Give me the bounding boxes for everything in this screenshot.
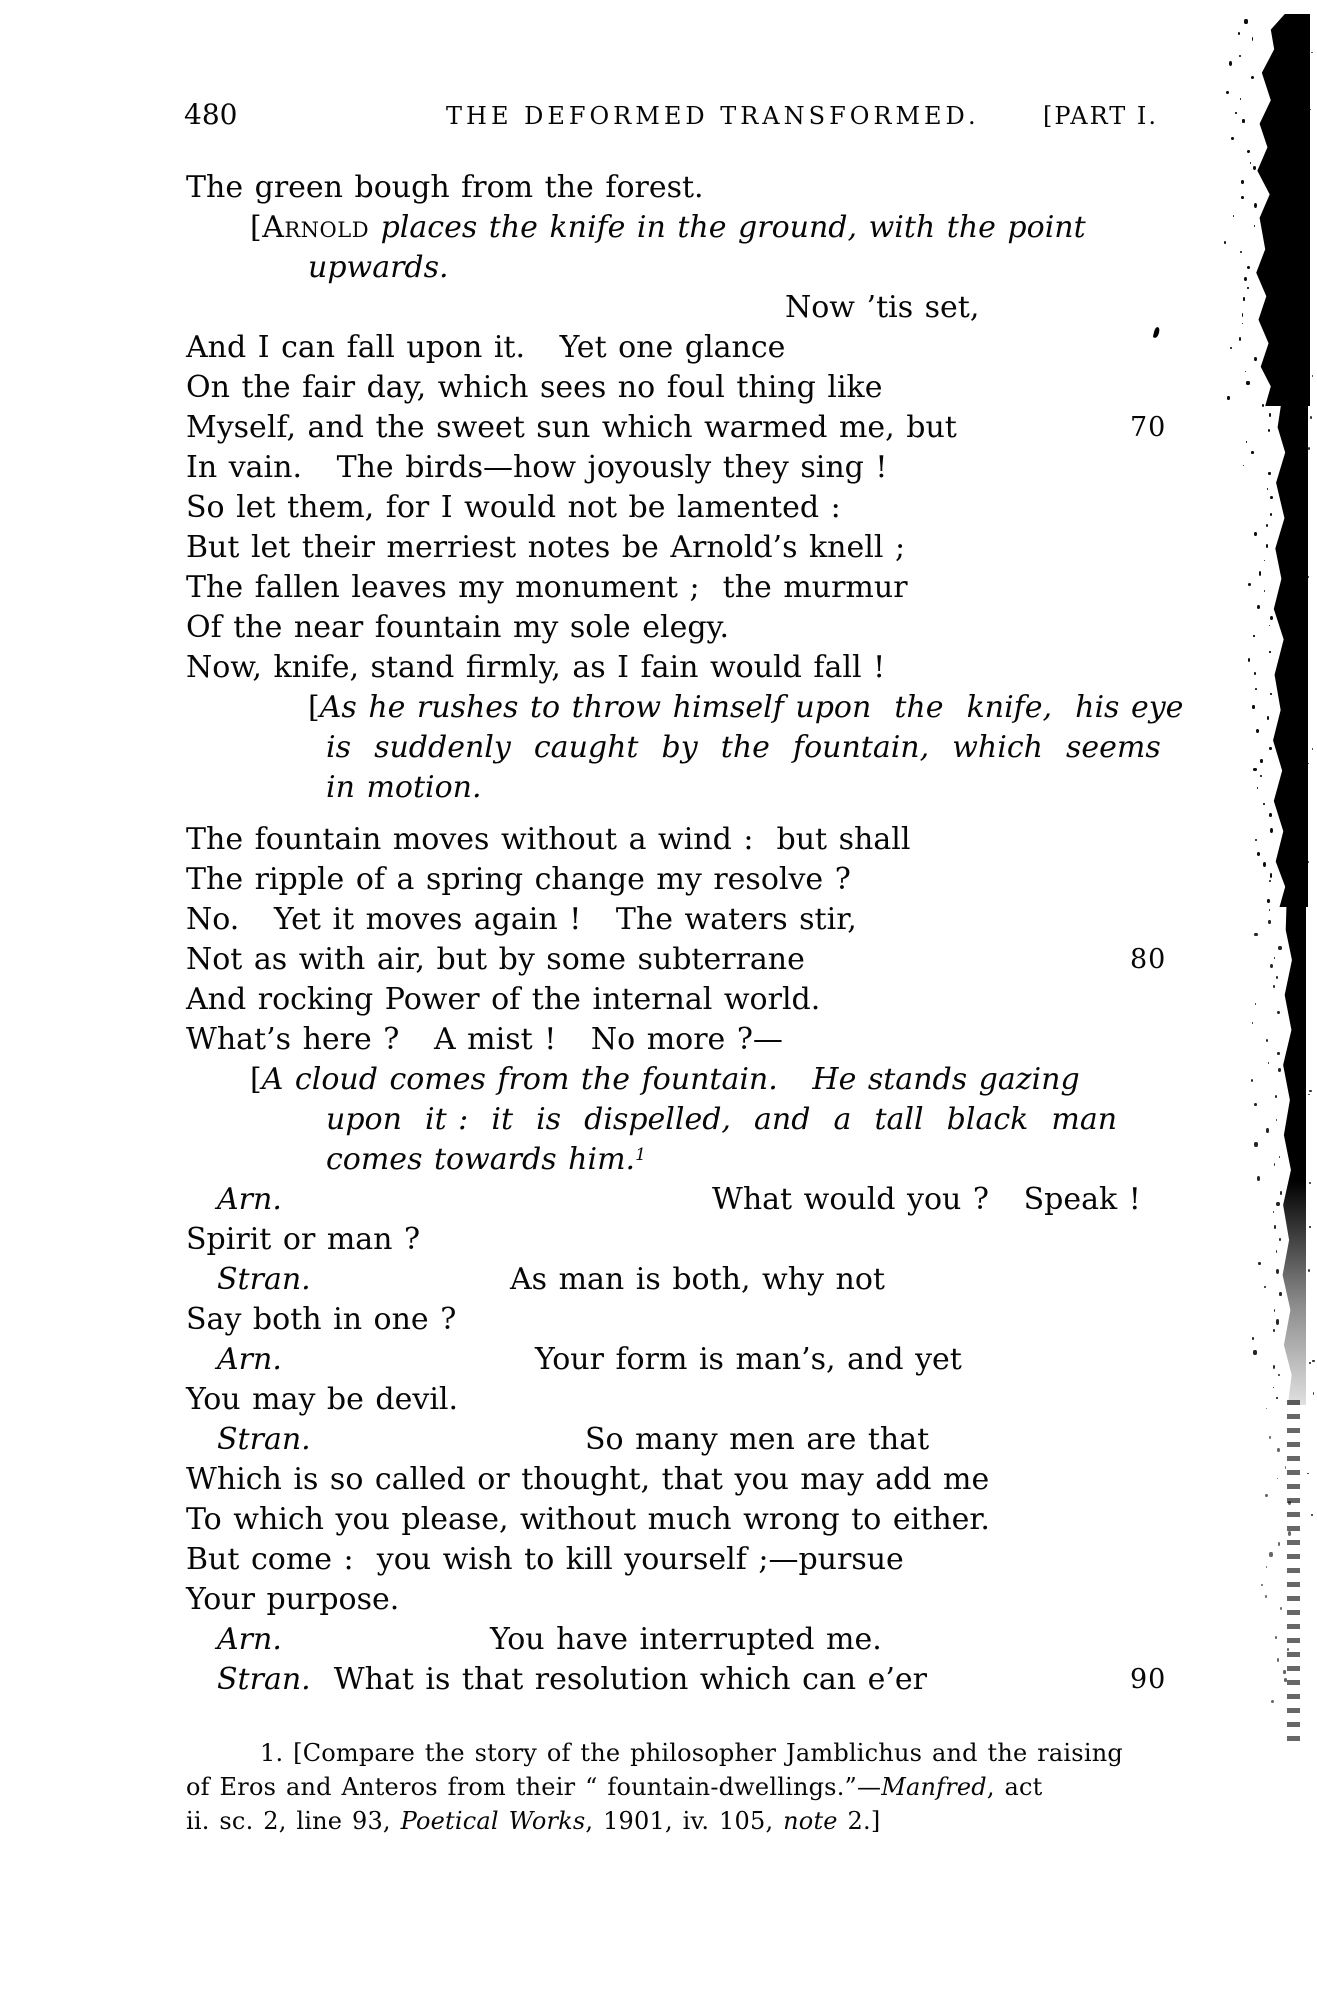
scan-speck [1254, 933, 1257, 937]
scan-speck [1260, 775, 1262, 777]
line-number: 90 [1130, 1664, 1167, 1695]
scan-speck [1273, 1329, 1275, 1332]
scan-speck [1231, 137, 1234, 141]
scan-speck [1253, 635, 1254, 637]
text-line: What’s here ? A mist ! No more ?— [186, 1022, 783, 1057]
speech-text: As man is both, why not [510, 1262, 885, 1297]
text-line: Your purpose. [186, 1582, 400, 1617]
scan-speck [1254, 532, 1257, 536]
scan-speck [1309, 1226, 1310, 1228]
scan-speck [1309, 1182, 1311, 1184]
scan-speck [1309, 1090, 1311, 1093]
scan-speck [1312, 375, 1313, 377]
scan-speck [1253, 768, 1256, 772]
scan-speck [1247, 266, 1250, 269]
scan-speck [1276, 1202, 1279, 1206]
scan-speck [1267, 716, 1269, 720]
footnote-line: ii. sc. 2, line 93, Poetical Works, 1901, iv. 105, note 2.] [186, 1807, 881, 1835]
scan-speck [1245, 371, 1246, 372]
scan-speck [1279, 1292, 1282, 1296]
scan-speck [1274, 1163, 1275, 1166]
scan-speck [1240, 98, 1241, 100]
scan-speck [1277, 1658, 1279, 1661]
scan-speck [1250, 162, 1251, 164]
scan-speck [1312, 748, 1313, 750]
text-block [186, 168, 1206, 1700]
text-line: The fountain moves without a wind : but shall [186, 822, 911, 857]
scan-speck [1283, 1670, 1286, 1673]
scan-speck [1257, 605, 1260, 610]
scan-speck [1269, 813, 1272, 817]
text-line: [A cloud comes from the fountain. He stands gazing [250, 1062, 1080, 1097]
scan-speck [1273, 1211, 1274, 1213]
scan-speck [1270, 873, 1273, 878]
scan-speck [1310, 109, 1311, 110]
scan-speck [1308, 1094, 1310, 1095]
scan-speck [1266, 1039, 1268, 1042]
scan-speck [1266, 1408, 1267, 1409]
scan-speck [1277, 1478, 1278, 1479]
scan-speck [1258, 1262, 1261, 1265]
scan-speck [1270, 513, 1273, 516]
text-line: upwards. [308, 250, 449, 285]
scan-speck [1254, 203, 1257, 208]
scan-speck [1227, 396, 1230, 400]
text-line: But come : you wish to kill yourself ;—pursue [186, 1542, 904, 1577]
scan-speck [1262, 404, 1264, 407]
text-line: But let their merriest notes be Arnold’s knell ; [186, 530, 906, 565]
scan-speck [1264, 590, 1265, 592]
scan-speck [1242, 119, 1244, 123]
scan-speck [1254, 1142, 1258, 1147]
text-line: Stran. What is that resolution which can e’er 90 [186, 1660, 1206, 1700]
scan-speck [1276, 1319, 1280, 1324]
scan-speck [1278, 1374, 1280, 1376]
text-line: Which is so called or thought, that you may add me [186, 1462, 990, 1497]
scan-speck [1265, 1595, 1267, 1598]
text-line: is suddenly caught by the fountain, which seems [326, 730, 1161, 765]
scan-speck [1276, 1397, 1278, 1399]
scan-speck [1259, 571, 1261, 575]
speech-text: So many men are that [585, 1422, 930, 1457]
page-number: 480 [184, 98, 238, 131]
scan-speck [1241, 180, 1244, 184]
scan-speck [1266, 544, 1269, 548]
scan-speck [1267, 899, 1270, 903]
scan-speck [1269, 909, 1271, 911]
part-label: [PART I. [1043, 102, 1159, 130]
scan-speck [1238, 32, 1240, 35]
scan-speck [1235, 112, 1237, 115]
text-line: To which you please, without much wrong to either. [186, 1502, 990, 1537]
scan-artifact-band [1280, 905, 1306, 1405]
scan-speck [1278, 1068, 1281, 1073]
text-line: The ripple of a spring change my resolve ? [186, 862, 851, 897]
scan-speck [1239, 337, 1241, 341]
speech-text: You have interrupted me. [490, 1622, 882, 1657]
scan-speck [1276, 976, 1278, 979]
scan-speck [1252, 1337, 1254, 1340]
scan-speck [1311, 1514, 1313, 1517]
scan-speck [1270, 693, 1272, 696]
scan-speck [1243, 297, 1245, 301]
scan-speck [1244, 19, 1247, 24]
footnote [186, 1736, 1196, 1838]
scan-speck [1270, 616, 1273, 620]
scan-speck [1261, 1584, 1263, 1586]
scan-speck [1268, 1062, 1269, 1065]
scan-speck [1308, 1269, 1310, 1272]
line-number: 70 [1130, 412, 1167, 443]
text-line: No. Yet it moves again ! The waters stir, [186, 902, 857, 937]
scan-speck [1273, 985, 1275, 988]
text-line [186, 1340, 1206, 1380]
scan-speck [1257, 852, 1261, 856]
scan-speck [1242, 313, 1243, 316]
scan-speck [1260, 759, 1263, 763]
scan-speck [1246, 381, 1249, 385]
scan-speck [1269, 651, 1270, 652]
scan-artifact-band [1254, 14, 1310, 406]
scan-speck [1276, 1250, 1277, 1253]
scan-speck [1246, 441, 1248, 443]
scan-speck [1268, 429, 1271, 432]
text-line: in motion. [326, 770, 482, 805]
scan-speck [1248, 583, 1251, 586]
scan-speck [1251, 1079, 1253, 1082]
text-line: [Arnold places the knife in the ground, with the point [250, 210, 1086, 245]
scan-speck [1311, 52, 1313, 53]
scan-speck [1276, 1119, 1278, 1122]
scan-speck [1263, 862, 1266, 867]
scan-speck [1266, 1566, 1267, 1568]
scan-speck [1280, 1607, 1282, 1610]
scan-speck [1270, 496, 1273, 499]
scan-speck [1267, 488, 1268, 490]
text-line: Now ’tis set, [785, 290, 980, 325]
scan-speck [1273, 1387, 1274, 1389]
scan-speck [1254, 357, 1257, 361]
text-line: Not as with air, but by some subterrane 80 [186, 940, 1206, 980]
scan-speck [1275, 1636, 1278, 1640]
scan-speck [1256, 729, 1259, 733]
scan-speck [1254, 672, 1256, 675]
text-line: Of the near fountain my sole elegy. [186, 610, 730, 645]
text-line [186, 1180, 1206, 1220]
text-line: On the fair day, which sees no foul thing like [186, 370, 883, 405]
scan-artifact-band [1287, 1400, 1300, 1745]
scan-speck [1257, 787, 1258, 789]
scan-speck [1308, 447, 1310, 450]
scan-speck [1255, 1003, 1257, 1005]
scan-speck [1269, 747, 1272, 750]
scan-speck [1310, 416, 1312, 419]
text-line: comes towards him.$^1$ [326, 1142, 646, 1177]
scan-speck [1254, 1103, 1257, 1106]
scan-speck [1309, 1362, 1310, 1364]
scan-speck [1307, 1473, 1309, 1474]
scan-speck [1285, 1466, 1286, 1469]
text-line: Now, knife, stand firmly, as I fain would fall ! [186, 650, 886, 685]
speaker-label: Arn. [217, 1342, 282, 1377]
scan-speck [1279, 1238, 1281, 1241]
speaker-label: Arn. [217, 1622, 282, 1657]
scan-speck [1247, 287, 1249, 289]
scan-speck [1264, 1286, 1266, 1288]
scan-speck [1254, 225, 1255, 227]
scan-speck [1269, 413, 1271, 417]
scan-speck [1251, 76, 1254, 79]
scan-speck [1280, 1191, 1282, 1195]
text-line: [As he rushes to throw himself upon the knife, his eye [308, 690, 1184, 725]
text-line: And rocking Power of the internal world. [186, 982, 821, 1017]
scan-speck [1313, 1392, 1315, 1395]
scan-speck [1239, 55, 1241, 57]
scan-speck [1274, 957, 1276, 959]
scan-speck [1271, 1700, 1274, 1703]
text-line: You may be devil. [186, 1382, 459, 1417]
scan-speck [1274, 1309, 1275, 1312]
scan-speck [1312, 1360, 1314, 1361]
scan-speck [1229, 61, 1232, 66]
scan-speck [1230, 347, 1232, 349]
scan-speck [1264, 560, 1265, 561]
scan-speck [1251, 451, 1254, 454]
scan-speck [1277, 1052, 1280, 1055]
speaker-label: Stran. [217, 1422, 311, 1457]
scan-speck [1269, 1552, 1272, 1557]
scan-speck [1274, 1225, 1277, 1229]
line-number: 80 [1130, 944, 1167, 975]
scan-speck [1269, 1436, 1271, 1439]
scan-speck [1252, 37, 1254, 41]
scan-speck [1278, 1542, 1280, 1546]
speaker-label: Arn. [217, 1182, 282, 1217]
scan-speck [1252, 1022, 1254, 1024]
running-title: THE DEFORMED TRANSFORMED. [446, 102, 980, 130]
text-line: The fallen leaves my monument ; the murmur [186, 570, 908, 605]
text-line: The green bough from the forest. [186, 170, 704, 205]
footnote-line: of Eros and Anteros from their “ fountain-dwellings.”—Manfred, act [186, 1773, 1043, 1801]
speech-text: What would you ? Speak ! [712, 1182, 1141, 1217]
scan-speck [1263, 803, 1265, 806]
text-line [186, 1420, 1206, 1460]
scan-speck [1276, 1269, 1279, 1274]
text-line: And I can fall upon it. Yet one glance [186, 330, 786, 365]
scan-speck [1277, 1448, 1280, 1452]
speech-text: Your form is man’s, and yet [535, 1342, 962, 1377]
scan-speck [1243, 465, 1244, 467]
scan-speck [1308, 861, 1309, 863]
scan-speck [1275, 1095, 1277, 1098]
scan-speck [1240, 251, 1242, 253]
scan-speck [1266, 524, 1268, 527]
scan-speck [1269, 625, 1270, 626]
scan-speck [1255, 839, 1257, 841]
text-line: Say both in one ? [186, 1302, 457, 1337]
text-line: upon it : it is dispelled, and a tall black man [326, 1102, 1118, 1137]
scan-speck [1257, 1176, 1260, 1181]
scan-speck [1253, 166, 1256, 170]
text-line [186, 1620, 1206, 1660]
text-line: Spirit or man ? [186, 1222, 421, 1257]
scan-artifact-band [1270, 402, 1308, 907]
scan-speck [1224, 241, 1226, 244]
scan-speck [1247, 150, 1250, 154]
scan-speck [1226, 91, 1229, 94]
scan-speck [1253, 1350, 1256, 1355]
text-line: So let them, for I would not be lamented : [186, 490, 841, 525]
scan-speck [1248, 658, 1251, 662]
footnote-line: 1. [Compare the story of the philosopher Jamblichus and the raising [260, 1739, 1123, 1767]
scan-speck [1279, 1156, 1280, 1158]
scan-speck [1278, 946, 1282, 950]
footnote-marker: 1 [635, 1145, 646, 1165]
scan-speck [1273, 1365, 1275, 1369]
scan-speck [1268, 472, 1270, 475]
scan-speck [1241, 196, 1244, 199]
scan-speck [1265, 1494, 1268, 1497]
scan-speck [1244, 277, 1247, 281]
scan-speck [1255, 688, 1257, 690]
scan-speck [1242, 323, 1243, 325]
text-line: In vain. The birds—how joyously they sing ! [186, 450, 888, 485]
scan-speck [1233, 215, 1235, 217]
speaker-label: Stran. [217, 1262, 311, 1297]
scan-speck [1277, 1011, 1280, 1015]
scan-speck [1270, 828, 1273, 833]
speaker-label: Stran. [217, 1662, 311, 1697]
text-line: Myself, and the sweet sun which warmed me, but 70 [186, 408, 1206, 448]
scan-speck [1252, 705, 1255, 709]
scan-speck [1266, 1128, 1269, 1133]
scan-speck [1269, 880, 1272, 883]
scan-speck [1270, 964, 1273, 968]
scan-speck [1268, 920, 1271, 924]
text-line [186, 1260, 1206, 1300]
